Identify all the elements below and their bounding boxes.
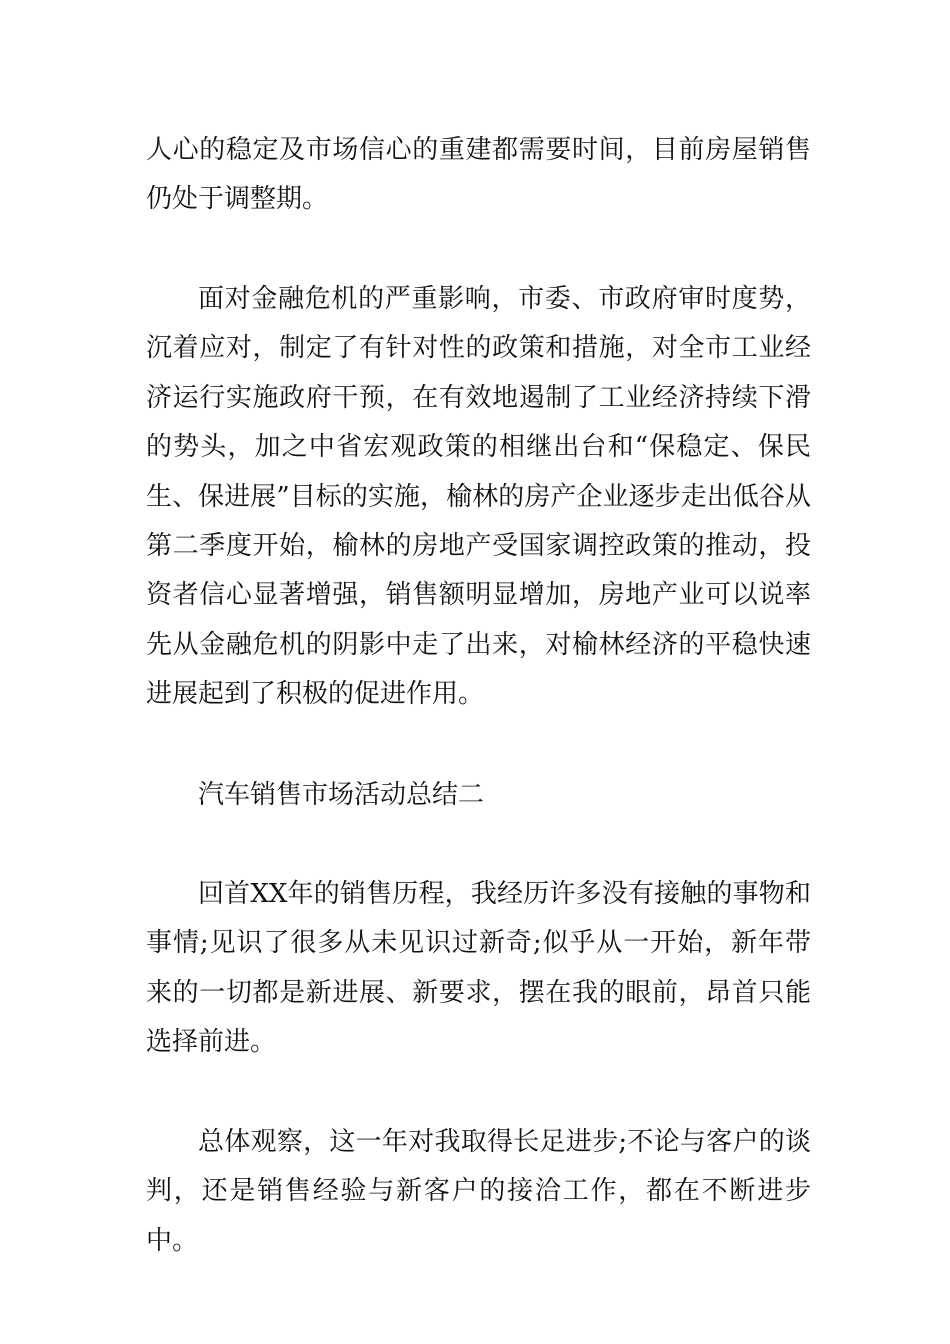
paragraph-market-confidence: 人心的稳定及市场信心的重建都需要时间，目前房屋销售仍处于调整期。 bbox=[146, 135, 811, 215]
paragraph-sales-review: 回首XX年的销售历程，我经历许多没有接触的事物和事情;见识了很多从未见识过新奇;似乎从一开始，新年带来的一切都是新进展、新要求，摆在我的眼前，昂首只能选择前进。 bbox=[146, 879, 811, 1058]
paragraph-financial-crisis-response: 面对金融危机的严重影响，市委、市政府审时度势，沉着应对，制定了有针对性的政策和措施，对全市工业经济运行实施政府干预，在有效地遏制了工业经济持续下滑的势头，加之中省宏观政策的相继出台和“保稳定、保民生、保进展”目标的实施，榆林的房产企业逐步走出低谷从第二季度开始，榆林的房地产受国家调控政策的推动，投资者信心显著增强，销售额明显增加，房地产业可以说率先从金融危机的阴影中走了出来，对榆林经济的平稳快速进展起到了积极的促进作用。 bbox=[146, 284, 811, 710]
paragraph-overall-progress: 总体观察，这一年对我取得长足进步;不论与客户的谈判，还是销售经验与新客户的接洽工作，都在不断进步中。 bbox=[146, 1127, 811, 1256]
section-heading: 汽车销售市场活动总结二 bbox=[198, 780, 485, 810]
